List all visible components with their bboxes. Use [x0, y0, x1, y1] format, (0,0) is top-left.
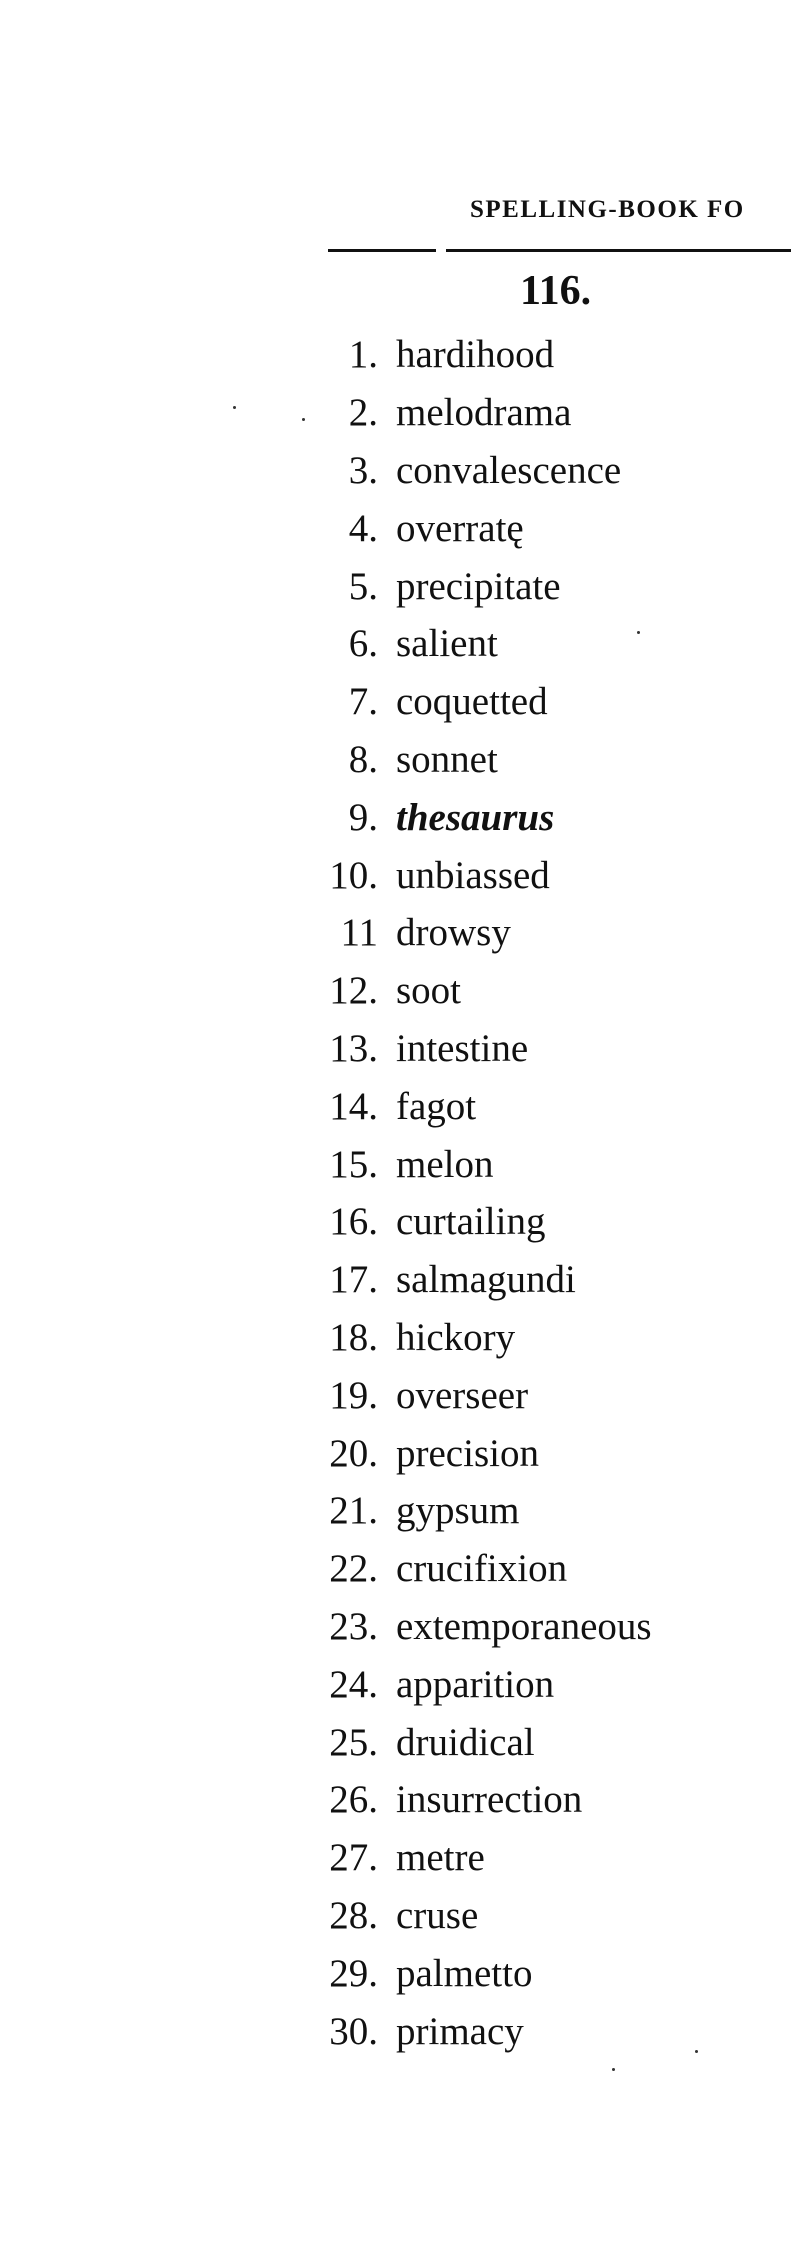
word-number: 6.	[348, 622, 378, 666]
word-number: 19.	[329, 1373, 378, 1417]
word-number: 25.	[329, 1720, 378, 1764]
word-entry	[300, 326, 652, 384]
word-entry	[300, 1077, 652, 1135]
word-entry	[300, 1829, 652, 1887]
spelling-word: fagot	[396, 1084, 477, 1128]
spelling-word: overratę	[396, 506, 524, 550]
word-number: 14.	[329, 1084, 378, 1128]
word-entry	[300, 1771, 652, 1829]
word-entry	[300, 1482, 652, 1540]
word-entry	[300, 962, 652, 1020]
spelling-word: extemporaneous	[396, 1604, 652, 1648]
word-number: 1.	[348, 333, 378, 377]
word-entry	[300, 1251, 652, 1309]
spelling-word: coquetted	[396, 680, 548, 724]
word-entry	[300, 442, 652, 500]
word-entry	[300, 1309, 652, 1367]
lesson-number: 116.	[520, 268, 592, 314]
word-number: 2.	[348, 391, 378, 435]
word-number: 16.	[329, 1200, 378, 1244]
word-entry	[300, 1193, 652, 1251]
print-speck	[695, 2050, 698, 2053]
header-rule-short	[328, 249, 436, 252]
word-entry	[300, 2002, 652, 2060]
word-entry	[300, 1598, 652, 1656]
word-number: 22.	[329, 1547, 378, 1591]
word-number: 24.	[329, 1662, 378, 1706]
spelling-word: insurrection	[396, 1778, 583, 1822]
spelling-word: druidical	[396, 1720, 535, 1764]
word-number: 8.	[348, 737, 378, 781]
spelling-word: salmagundi	[396, 1258, 576, 1302]
word-entry	[300, 384, 652, 442]
word-entry	[300, 1020, 652, 1078]
word-entry	[300, 904, 652, 962]
word-entry	[300, 846, 652, 904]
spelling-word: primacy	[396, 2009, 524, 2053]
word-number: 21.	[329, 1489, 378, 1533]
word-number: 11	[340, 911, 378, 955]
word-number: 4.	[348, 506, 378, 550]
spelling-word: sonnet	[396, 737, 498, 781]
spelling-word: salient	[396, 622, 498, 666]
word-entry	[300, 499, 652, 557]
word-entry	[300, 1366, 652, 1424]
word-number: 17.	[329, 1258, 378, 1302]
word-entry	[300, 1655, 652, 1713]
word-entry	[300, 1424, 652, 1482]
spelling-word: crucifixion	[396, 1547, 568, 1591]
word-number: 10.	[329, 853, 378, 897]
word-number: 27.	[329, 1836, 378, 1880]
word-number: 30.	[329, 2009, 378, 2053]
spelling-word: apparition	[396, 1662, 555, 1706]
header-rule-long	[446, 249, 791, 252]
print-speck	[612, 2068, 615, 2071]
print-speck	[302, 418, 305, 421]
word-number: 9.	[348, 795, 378, 839]
word-entry	[300, 1540, 652, 1598]
word-number: 7.	[348, 680, 378, 724]
word-entry	[300, 1944, 652, 2002]
spelling-word: precision	[396, 1431, 539, 1475]
word-entry	[300, 1887, 652, 1945]
word-entry	[300, 731, 652, 789]
spelling-word: precipitate	[396, 564, 561, 608]
spelling-word: soot	[396, 969, 462, 1013]
spelling-word: metre	[396, 1836, 485, 1880]
spelling-word: curtailing	[396, 1200, 546, 1244]
spelling-word: thesaurus	[396, 795, 555, 839]
running-header: SPELLING-BOOK FO	[470, 196, 745, 223]
word-number: 18.	[329, 1315, 378, 1359]
word-entry	[300, 673, 652, 731]
word-entry	[300, 615, 652, 673]
word-number: 28.	[329, 1893, 378, 1937]
word-entry	[300, 557, 652, 615]
spelling-word: cruse	[396, 1893, 479, 1937]
word-number: 5.	[348, 564, 378, 608]
spelling-word: palmetto	[396, 1951, 533, 1995]
spelling-word: intestine	[396, 1026, 529, 1070]
print-speck	[637, 631, 640, 634]
word-number: 13.	[329, 1026, 378, 1070]
spelling-word: convalescence	[396, 448, 622, 492]
spelling-word: melon	[396, 1142, 494, 1186]
word-number: 12.	[329, 969, 378, 1013]
word-number: 20.	[329, 1431, 378, 1475]
word-number: 3.	[348, 448, 378, 492]
spelling-word: hickory	[396, 1315, 516, 1359]
word-number: 23.	[329, 1604, 378, 1648]
spelling-word: overseer	[396, 1373, 529, 1417]
word-number: 29.	[329, 1951, 378, 1995]
word-entry	[300, 788, 652, 846]
spelling-word: melodrama	[396, 391, 572, 435]
word-entry	[300, 1713, 652, 1771]
word-entry	[300, 1135, 652, 1193]
spelling-word: hardihood	[396, 333, 555, 377]
word-number: 15.	[329, 1142, 378, 1186]
print-speck	[233, 406, 236, 409]
spelling-word: gypsum	[396, 1489, 520, 1533]
spelling-word: unbiassed	[396, 853, 550, 897]
spelling-word-list	[300, 326, 652, 2060]
word-number: 26.	[329, 1778, 378, 1822]
spelling-word: drowsy	[396, 911, 511, 955]
